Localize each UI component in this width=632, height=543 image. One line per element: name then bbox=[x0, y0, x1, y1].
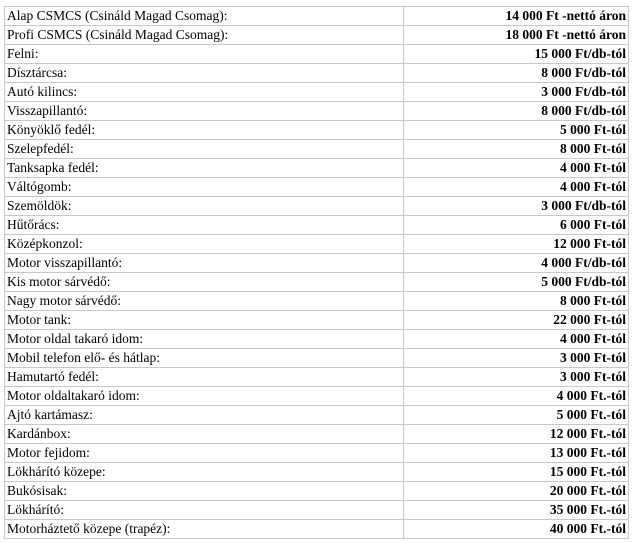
price-row bbox=[5, 311, 629, 330]
item-name: Könyöklő fedél: bbox=[5, 121, 404, 140]
item-price: 18 000 Ft -nettó áron bbox=[404, 26, 629, 45]
price-row bbox=[5, 254, 629, 273]
item-name: Motor oldaltakaró idom: bbox=[5, 387, 404, 406]
price-row bbox=[5, 501, 629, 520]
item-name: Középkonzol: bbox=[5, 235, 404, 254]
item-price: 4 000 Ft-tól bbox=[404, 178, 629, 197]
price-row bbox=[5, 292, 629, 311]
item-price: 14 000 Ft -nettó áron bbox=[404, 7, 629, 26]
item-name: Alap CSMCS (Csináld Magad Csomag): bbox=[5, 7, 404, 26]
item-price: 3 000 Ft/db-tól bbox=[404, 83, 629, 102]
item-price: 5 000 Ft.-tól bbox=[404, 406, 629, 425]
price-row bbox=[5, 235, 629, 254]
item-price: 8 000 Ft/db-tól bbox=[404, 64, 629, 83]
item-price: 4 000 Ft/db-tól bbox=[404, 254, 629, 273]
item-name: Szemöldök: bbox=[5, 197, 404, 216]
item-price: 5 000 Ft/db-tól bbox=[404, 273, 629, 292]
item-price: 20 000 Ft.-tól bbox=[404, 482, 629, 501]
price-row bbox=[5, 216, 629, 235]
price-row bbox=[5, 83, 629, 102]
item-price: 12 000 Ft.-tól bbox=[404, 425, 629, 444]
item-price: 15 000 Ft.-tól bbox=[404, 463, 629, 482]
item-name: Szelepfedél: bbox=[5, 140, 404, 159]
item-name: Profi CSMCS (Csináld Magad Csomag): bbox=[5, 26, 404, 45]
item-price: 3 000 Ft-tól bbox=[404, 349, 629, 368]
item-price: 22 000 Ft-tól bbox=[404, 311, 629, 330]
item-price: 3 000 Ft-tól bbox=[404, 368, 629, 387]
price-row bbox=[5, 7, 629, 26]
item-price: 8 000 Ft-tól bbox=[404, 140, 629, 159]
item-name: Bukósisak: bbox=[5, 482, 404, 501]
item-name: Motor oldal takaró idom: bbox=[5, 330, 404, 349]
item-name: Kis motor sárvédő: bbox=[5, 273, 404, 292]
price-row bbox=[5, 102, 629, 121]
item-name: Lökhárító közepe: bbox=[5, 463, 404, 482]
price-list-body bbox=[5, 7, 629, 539]
item-name: Motor fejidom: bbox=[5, 444, 404, 463]
price-list-table bbox=[4, 6, 629, 539]
price-row bbox=[5, 64, 629, 83]
item-price: 4 000 Ft-tól bbox=[404, 159, 629, 178]
item-name: Autó kilincs: bbox=[5, 83, 404, 102]
price-row bbox=[5, 330, 629, 349]
item-price: 8 000 Ft/db-tól bbox=[404, 102, 629, 121]
item-price: 5 000 Ft-tól bbox=[404, 121, 629, 140]
price-row bbox=[5, 463, 629, 482]
item-price: 35 000 Ft.-tól bbox=[404, 501, 629, 520]
price-row bbox=[5, 444, 629, 463]
price-row bbox=[5, 349, 629, 368]
item-price: 40 000 Ft.-tól bbox=[404, 520, 629, 539]
item-price: 13 000 Ft.-tól bbox=[404, 444, 629, 463]
price-row bbox=[5, 197, 629, 216]
item-price: 8 000 Ft-tól bbox=[404, 292, 629, 311]
item-name: Hűtőrács: bbox=[5, 216, 404, 235]
item-name: Váltógomb: bbox=[5, 178, 404, 197]
price-row bbox=[5, 121, 629, 140]
price-row bbox=[5, 425, 629, 444]
item-price: 4 000 Ft.-tól bbox=[404, 387, 629, 406]
price-row bbox=[5, 387, 629, 406]
price-row bbox=[5, 26, 629, 45]
price-row bbox=[5, 368, 629, 387]
price-row bbox=[5, 45, 629, 64]
item-name: Kardánbox: bbox=[5, 425, 404, 444]
price-row bbox=[5, 406, 629, 425]
price-row bbox=[5, 482, 629, 501]
item-name: Lökhárító: bbox=[5, 501, 404, 520]
price-row bbox=[5, 520, 629, 539]
price-row bbox=[5, 273, 629, 292]
item-price: 12 000 Ft-tól bbox=[404, 235, 629, 254]
item-name: Motor tank: bbox=[5, 311, 404, 330]
item-price: 6 000 Ft-tól bbox=[404, 216, 629, 235]
item-name: Tanksapka fedél: bbox=[5, 159, 404, 178]
item-price: 15 000 Ft/db-tól bbox=[404, 45, 629, 64]
item-name: Ajtó kartámasz: bbox=[5, 406, 404, 425]
item-name: Nagy motor sárvédő: bbox=[5, 292, 404, 311]
item-name: Hamutartó fedél: bbox=[5, 368, 404, 387]
item-name: Motorháztető közepe (trapéz): bbox=[5, 520, 404, 539]
price-row bbox=[5, 159, 629, 178]
price-row bbox=[5, 140, 629, 159]
item-name: Visszapillantó: bbox=[5, 102, 404, 121]
item-name: Felni: bbox=[5, 45, 404, 64]
item-price: 3 000 Ft/db-tól bbox=[404, 197, 629, 216]
item-name: Dísztárcsa: bbox=[5, 64, 404, 83]
price-row bbox=[5, 178, 629, 197]
item-name: Mobil telefon elő- és hátlap: bbox=[5, 349, 404, 368]
item-name: Motor visszapillantó: bbox=[5, 254, 404, 273]
item-price: 4 000 Ft-tól bbox=[404, 330, 629, 349]
